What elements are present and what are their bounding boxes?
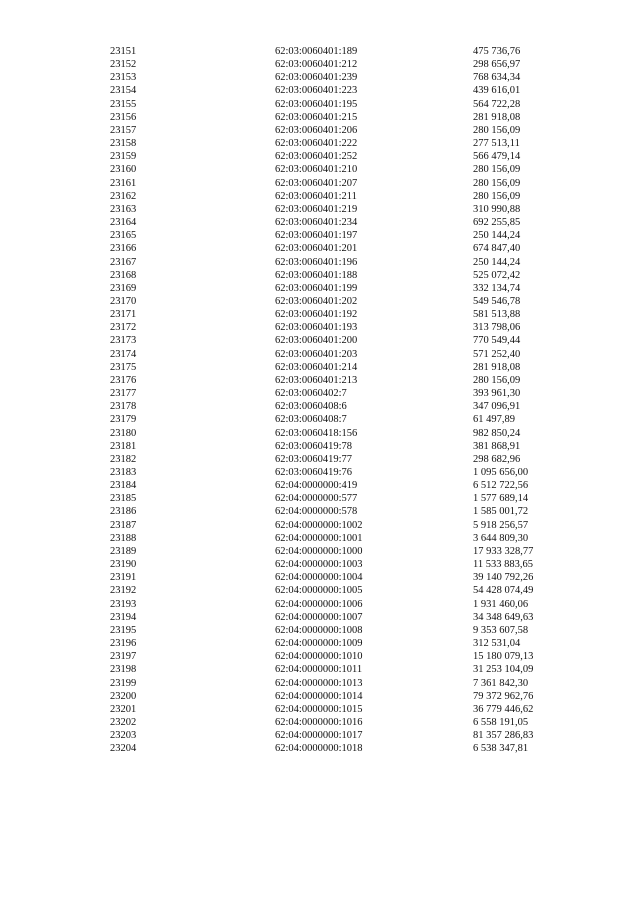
table-row [110, 637, 583, 650]
row-number-cell: 23167 [110, 256, 137, 268]
cadastral-value-cell: 281 918,08 [473, 111, 521, 123]
cadastral-number-cell: 62:03:0060401:196 [275, 256, 358, 268]
row-number-cell: 23164 [110, 217, 137, 229]
table-row [110, 453, 583, 466]
table-row [110, 374, 583, 387]
table-row [110, 479, 583, 492]
table-row [110, 98, 583, 111]
row-number-cell: 23153 [110, 72, 137, 84]
cadastral-number-cell: 62:04:0000000:1009 [275, 638, 363, 650]
cadastral-value-cell: 3 644 809,30 [473, 532, 529, 544]
cadastral-number-cell: 62:03:0060419:77 [275, 453, 353, 465]
cadastral-number-cell: 62:03:0060401:203 [275, 348, 358, 360]
row-number-cell: 23203 [110, 730, 137, 742]
table-row [110, 427, 583, 440]
row-number-cell: 23200 [110, 690, 137, 702]
table-row [110, 190, 583, 203]
table-row [110, 440, 583, 453]
cadastral-number-cell: 62:03:0060401:197 [275, 230, 358, 242]
table-row [110, 703, 583, 716]
table-row [110, 163, 583, 176]
table-row [110, 650, 583, 663]
cadastral-number-cell: 62:04:0000000:1007 [275, 611, 363, 623]
cadastral-value-cell: 250 144,24 [473, 230, 521, 242]
table-row [110, 137, 583, 150]
registry-table-body [110, 45, 583, 755]
table-row [110, 690, 583, 703]
cadastral-value-cell: 310 990,88 [473, 203, 521, 215]
cadastral-number-cell: 62:04:0000000:1000 [275, 545, 363, 557]
table-row [110, 203, 583, 216]
cadastral-value-cell: 5 918 256,57 [473, 519, 529, 531]
row-number-cell: 23163 [110, 203, 137, 215]
cadastral-value-cell: 312 531,04 [473, 638, 521, 650]
cadastral-value-cell: 6 538 347,81 [473, 743, 529, 755]
row-number-cell: 23169 [110, 282, 137, 294]
row-number-cell: 23183 [110, 467, 137, 478]
cadastral-number-cell: 62:03:0060401:212 [275, 59, 358, 71]
cadastral-value-cell: 280 156,09 [473, 177, 521, 189]
cadastral-value-cell: 6 558 191,05 [473, 716, 529, 728]
table-row [110, 282, 583, 295]
table-row [110, 58, 583, 71]
table-row [110, 492, 583, 505]
row-number-cell: 23172 [110, 322, 137, 334]
cadastral-value-cell: 61 497,89 [473, 414, 515, 426]
table-row [110, 242, 583, 255]
table-row [110, 256, 583, 269]
cadastral-value-cell: 566 479,14 [473, 151, 521, 163]
table-row [110, 348, 583, 361]
row-number-cell: 23202 [110, 716, 137, 728]
cadastral-value-cell: 39 140 792,26 [473, 572, 534, 584]
cadastral-value-cell: 1 095 656,00 [473, 467, 529, 478]
registry-table [110, 45, 583, 755]
row-number-cell: 23180 [110, 427, 137, 439]
cadastral-number-cell: 62:03:0060408:6 [275, 401, 347, 413]
row-number-cell: 23156 [110, 111, 137, 123]
row-number-cell: 23174 [110, 348, 137, 360]
table-row [110, 413, 583, 426]
row-number-cell: 23191 [110, 572, 137, 584]
row-number-cell: 23193 [110, 598, 137, 610]
cadastral-number-cell: 62:03:0060401:215 [275, 111, 358, 123]
cadastral-number-cell: 62:04:0000000:1001 [275, 532, 363, 544]
cadastral-value-cell: 564 722,28 [473, 98, 521, 110]
cadastral-value-cell: 15 180 079,13 [473, 651, 534, 663]
row-number-cell: 23190 [110, 559, 137, 571]
cadastral-number-cell: 62:04:0000000:1013 [275, 677, 363, 689]
table-row [110, 321, 583, 334]
cadastral-value-cell: 11 533 883,65 [473, 559, 533, 571]
table-row [110, 177, 583, 190]
cadastral-value-cell: 1 577 689,14 [473, 493, 529, 505]
row-number-cell: 23162 [110, 190, 137, 202]
table-row [110, 387, 583, 400]
table-row [110, 611, 583, 624]
cadastral-value-cell: 439 616,01 [473, 85, 521, 97]
cadastral-number-cell: 62:03:0060401:206 [275, 124, 358, 136]
row-number-cell: 23195 [110, 624, 137, 636]
table-row [110, 216, 583, 229]
cadastral-value-cell: 313 798,06 [473, 322, 521, 334]
cadastral-value-cell: 36 779 446,62 [473, 703, 534, 715]
row-number-cell: 23186 [110, 506, 137, 518]
cadastral-number-cell: 62:03:0060401:199 [275, 282, 358, 294]
row-number-cell: 23194 [110, 611, 137, 623]
cadastral-number-cell: 62:04:0000000:1008 [275, 624, 363, 636]
table-row [110, 361, 583, 374]
table-row [110, 571, 583, 584]
row-number-cell: 23196 [110, 638, 137, 650]
row-number-cell: 23166 [110, 243, 137, 255]
cadastral-value-cell: 6 512 722,56 [473, 480, 529, 492]
cadastral-number-cell: 62:03:0060418:156 [275, 427, 358, 439]
table-row [110, 624, 583, 637]
row-number-cell: 23155 [110, 98, 137, 110]
row-number-cell: 23157 [110, 124, 137, 136]
cadastral-number-cell: 62:03:0060401:214 [275, 361, 358, 373]
row-number-cell: 23188 [110, 532, 137, 544]
cadastral-number-cell: 62:03:0060401:193 [275, 322, 358, 334]
cadastral-value-cell: 277 513,11 [473, 138, 520, 150]
cadastral-value-cell: 332 134,74 [473, 282, 521, 294]
table-row [110, 716, 583, 729]
cadastral-number-cell: 62:04:0000000:1003 [275, 559, 363, 571]
table-row [110, 124, 583, 137]
cadastral-value-cell: 7 361 842,30 [473, 677, 529, 689]
cadastral-number-cell: 62:04:0000000:578 [275, 506, 358, 518]
row-number-cell: 23192 [110, 585, 137, 597]
table-row [110, 229, 583, 242]
row-number-cell: 23171 [110, 309, 137, 321]
cadastral-value-cell: 280 156,09 [473, 190, 521, 202]
cadastral-value-cell: 768 634,34 [473, 72, 521, 84]
cadastral-number-cell: 62:03:0060401:211 [275, 190, 357, 202]
table-row [110, 729, 583, 742]
cadastral-value-cell: 381 868,91 [473, 440, 521, 452]
row-number-cell: 23187 [110, 519, 137, 531]
cadastral-value-cell: 298 656,97 [473, 59, 521, 71]
cadastral-number-cell: 62:04:0000000:1002 [275, 519, 363, 531]
row-number-cell: 23151 [110, 46, 137, 57]
row-number-cell: 23158 [110, 138, 137, 150]
cadastral-value-cell: 31 253 104,09 [473, 664, 534, 676]
table-row [110, 111, 583, 124]
cadastral-value-cell: 770 549,44 [473, 335, 521, 347]
cadastral-number-cell: 62:04:0000000:419 [275, 480, 358, 492]
table-row [110, 334, 583, 347]
cadastral-number-cell: 62:03:0060401:213 [275, 374, 358, 386]
table-row [110, 400, 583, 413]
cadastral-number-cell: 62:04:0000000:1015 [275, 703, 363, 715]
cadastral-value-cell: 34 348 649,63 [473, 611, 534, 623]
cadastral-value-cell: 692 255,85 [473, 217, 521, 229]
table-row [110, 150, 583, 163]
row-number-cell: 23178 [110, 401, 137, 413]
cadastral-value-cell: 281 918,08 [473, 361, 521, 373]
table-row [110, 84, 583, 97]
cadastral-value-cell: 475 736,76 [473, 46, 521, 57]
table-row [110, 598, 583, 611]
cadastral-number-cell: 62:04:0000000:1005 [275, 585, 363, 597]
row-number-cell: 23170 [110, 295, 137, 307]
cadastral-number-cell: 62:04:0000000:1004 [275, 572, 363, 584]
table-row [110, 295, 583, 308]
cadastral-value-cell: 1 585 001,72 [473, 506, 529, 518]
cadastral-number-cell: 62:03:0060401:200 [275, 335, 358, 347]
cadastral-number-cell: 62:03:0060401:210 [275, 164, 358, 176]
cadastral-value-cell: 81 357 286,83 [473, 730, 534, 742]
cadastral-value-cell: 250 144,24 [473, 256, 521, 268]
table-row [110, 519, 583, 532]
row-number-cell: 23184 [110, 480, 137, 492]
cadastral-value-cell: 674 847,40 [473, 243, 521, 255]
table-row [110, 269, 583, 282]
cadastral-number-cell: 62:04:0000000:1017 [275, 730, 363, 742]
cadastral-number-cell: 62:03:0060401:202 [275, 295, 358, 307]
cadastral-number-cell: 62:04:0000000:1014 [275, 690, 363, 702]
cadastral-number-cell: 62:03:0060401:252 [275, 151, 358, 163]
row-number-cell: 23182 [110, 453, 137, 465]
row-number-cell: 23168 [110, 269, 137, 281]
row-number-cell: 23185 [110, 493, 137, 505]
row-number-cell: 23181 [110, 440, 137, 452]
row-number-cell: 23165 [110, 230, 137, 242]
cadastral-number-cell: 62:03:0060419:78 [275, 440, 353, 452]
row-number-cell: 23177 [110, 388, 137, 400]
cadastral-value-cell: 280 156,09 [473, 164, 521, 176]
row-number-cell: 23199 [110, 677, 137, 689]
cadastral-number-cell: 62:04:0000000:1016 [275, 716, 363, 728]
row-number-cell: 23189 [110, 545, 137, 557]
cadastral-number-cell: 62:03:0060419:76 [275, 467, 353, 478]
row-number-cell: 23197 [110, 651, 137, 663]
cadastral-value-cell: 280 156,09 [473, 374, 521, 386]
table-row [110, 532, 583, 545]
table-row [110, 584, 583, 597]
cadastral-value-cell: 79 372 962,76 [473, 690, 534, 702]
cadastral-number-cell: 62:03:0060401:222 [275, 138, 358, 150]
row-number-cell: 23201 [110, 703, 137, 715]
table-row [110, 677, 583, 690]
cadastral-value-cell: 393 961,30 [473, 388, 521, 400]
cadastral-value-cell: 549 546,78 [473, 295, 521, 307]
table-row [110, 558, 583, 571]
table-row [110, 545, 583, 558]
cadastral-number-cell: 62:03:0060401:188 [275, 269, 358, 281]
cadastral-value-cell: 982 850,24 [473, 427, 521, 439]
row-number-cell: 23198 [110, 664, 137, 676]
cadastral-value-cell: 280 156,09 [473, 124, 521, 136]
row-number-cell: 23152 [110, 59, 137, 71]
cadastral-value-cell: 1 931 460,06 [473, 598, 529, 610]
cadastral-number-cell: 62:03:0060401:201 [275, 243, 358, 255]
table-row [110, 663, 583, 676]
cadastral-number-cell: 62:03:0060401:234 [275, 217, 358, 229]
cadastral-value-cell: 347 096,91 [473, 401, 521, 413]
cadastral-number-cell: 62:03:0060401:223 [275, 85, 358, 97]
row-number-cell: 23179 [110, 414, 137, 426]
cadastral-number-cell: 62:04:0000000:1006 [275, 598, 363, 610]
cadastral-value-cell: 54 428 074,49 [473, 585, 534, 597]
cadastral-number-cell: 62:04:0000000:577 [275, 493, 358, 505]
cadastral-number-cell: 62:03:0060401:239 [275, 72, 358, 84]
table-row [110, 742, 583, 755]
cadastral-number-cell: 62:04:0000000:1011 [275, 664, 363, 676]
cadastral-number-cell: 62:04:0000000:1010 [275, 651, 363, 663]
cadastral-value-cell: 581 513,88 [473, 309, 521, 321]
row-number-cell: 23173 [110, 335, 137, 347]
cadastral-number-cell: 62:03:0060402:7 [275, 388, 347, 400]
cadastral-number-cell: 62:03:0060408:7 [275, 414, 347, 426]
cadastral-value-cell: 525 072,42 [473, 269, 521, 281]
cadastral-value-cell: 298 682,96 [473, 453, 521, 465]
cadastral-number-cell: 62:03:0060401:195 [275, 98, 358, 110]
table-row [110, 466, 583, 479]
row-number-cell: 23161 [110, 177, 137, 189]
cadastral-value-cell: 571 252,40 [473, 348, 521, 360]
row-number-cell: 23176 [110, 374, 137, 386]
cadastral-number-cell: 62:04:0000000:1018 [275, 743, 363, 755]
row-number-cell: 23154 [110, 85, 137, 97]
table-row [110, 71, 583, 84]
cadastral-number-cell: 62:03:0060401:207 [275, 177, 358, 189]
cadastral-number-cell: 62:03:0060401:219 [275, 203, 358, 215]
table-row [110, 505, 583, 518]
table-row [110, 45, 583, 58]
cadastral-value-cell: 17 933 328,77 [473, 545, 534, 557]
row-number-cell: 23204 [110, 743, 137, 755]
cadastral-value-cell: 9 353 607,58 [473, 624, 529, 636]
row-number-cell: 23160 [110, 164, 137, 176]
table-row [110, 308, 583, 321]
row-number-cell: 23159 [110, 151, 137, 163]
cadastral-number-cell: 62:03:0060401:189 [275, 46, 358, 57]
cadastral-number-cell: 62:03:0060401:192 [275, 309, 358, 321]
row-number-cell: 23175 [110, 361, 137, 373]
